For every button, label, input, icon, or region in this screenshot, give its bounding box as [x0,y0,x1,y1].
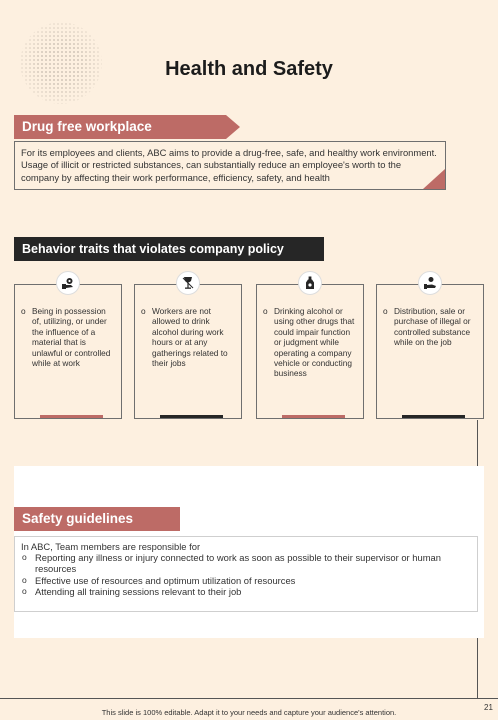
safety-intro: In ABC, Team members are responsible for [21,541,201,552]
trait-accent-bar [160,415,223,418]
list-item: o Attending all training sessions relevant to their job [21,586,471,597]
page-title: Health and Safety [165,58,333,80]
trait-accent-bar [282,415,345,418]
behavior-heading: Behavior traits that violates company policy [14,237,324,261]
list-item: o Reporting any illness or injury connected to work as soon as possible to their supervisor or human resources [21,552,471,574]
trait-card-impairment [256,284,364,419]
drug-free-heading: Drug free workplace [14,115,226,139]
footer-divider [0,698,498,699]
trait-accent-bar [40,415,103,418]
trait-text: o Workers are not allowed to drink alcohol during work hours or at any gatherings related to their jobs [141,306,235,368]
trait-card-possession [14,284,122,419]
trait-card-distribution [376,284,484,419]
safety-heading: Safety guidelines [14,507,180,531]
page-number: 21 [484,703,493,712]
trait-text: o Being in possession of, utilizing, or under the influence of a material that is unlawful or controlled while at work [21,306,115,368]
safety-box [14,536,478,612]
wine-glass-icon [176,271,200,295]
drug-free-body: For its employees and clients, ABC aims to provide a drug-free, safe, and healthy work environment. Usage of illicit or restricted substances, can substantially reduce an employee's worth to the company by affecting their work performance, efficiency, safety, and health [21,147,437,183]
gear-hand-icon [56,271,80,295]
trait-text: o Drinking alcohol or using other drugs that could impair function or judgment while operating a company vehicle or conducting business [263,306,357,379]
footer-text: This slide is 100% editable. Adapt it to your needs and capture your audience's attention. [101,708,397,717]
drug-free-box [14,141,446,190]
trait-accent-bar [402,415,465,418]
corner-accent [423,169,445,189]
trait-text: o Distribution, sale or purchase of illegal or controlled substance while on the job [383,306,477,348]
hand-pill-icon [418,271,442,295]
list-item: o Effective use of resources and optimum utilization of resources [21,575,471,586]
trait-card-alcohol-work [134,284,242,419]
bottle-icon [298,271,322,295]
safety-list [21,552,471,597]
